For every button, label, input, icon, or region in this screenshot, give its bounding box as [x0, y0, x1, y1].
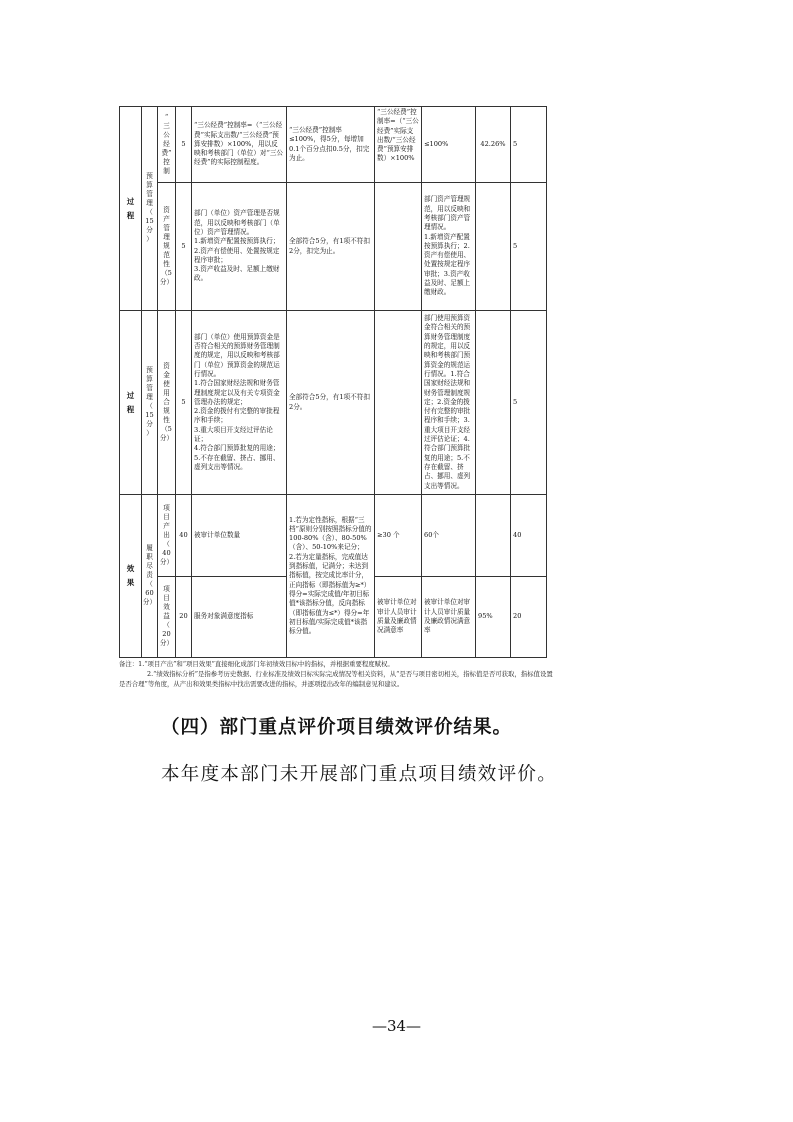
indicator-value-cell: “三公经费”控制率=（“三公经费”实际支出数/“三公经费”预算安排数）×100%: [375, 107, 422, 183]
explanation-cell: “三公经费”控制率=（“三公经费”实际支出数/“三公经费”预算安排数）×100%，用以反映和考核部门（单位）对“三公经费”的实际控制程度。: [192, 107, 287, 183]
actual-cell: 42.26%: [476, 107, 511, 183]
criteria-cell: “三公经费”控制率 ≤100%，得5分，每增加0.1个百分点扣0.5分，扣完为止。: [287, 107, 375, 183]
explanation-cell: 服务对象满意度指标: [192, 577, 287, 658]
target-cell: ≤100%: [422, 107, 476, 183]
table-row: [120, 107, 547, 183]
actual-cell: [476, 183, 511, 311]
actual-cell: [476, 311, 511, 495]
explanation-cell: 部门（单位）使用预算资金是否符合相关的预算财务管理制度的规定，用以反映和考核部门（单位）预算资金的规范运行情况。 1.符合国家财经法规和财务管理制度规定以及有关专项资金管理办法的规定； 2.资金的拨付有完整的审批程序和手续； 3.重大项目开支经过评估论证； 4.符合部门预算批复的用途； 5.不存在截留、挤占、挪用、虚列支出等情况。: [192, 311, 287, 495]
target-cell: 60个: [422, 495, 476, 577]
level3-cell: 资 产 管 理 规 范 性 （5 分）: [158, 183, 176, 311]
criteria-cell: 1.若为定性指标，根据“三档”原则分别按照指标分值的100-80%（含）、80-50%（含）、50-10%来记分； 2.若为定量指标，完成值达到指标值，记满分；未达到指标值，按完成比率计分，正向指标（即指标值为≥*）得分=实际完成值/年初目标值*该指标分值，反向指标（即指标值为≤*）得分=年初目标值/实际完成值*该指标分值。: [287, 495, 375, 658]
indicator-value-cell: [375, 183, 422, 311]
indicator-value-cell: ≥30 个: [375, 495, 422, 577]
section-paragraph: 本年度本部门未开展部门重点项目绩效评价。: [161, 764, 558, 785]
note-line-1: 备注：1.“项目产出”和“项目效果”直接细化成部门年初绩效目标中的指标，并根据重要程度赋权。: [119, 660, 394, 668]
indicator-value-cell: 被审计单位对审计人员审计质量及廉政情况满意率: [375, 577, 422, 658]
got-score-cell: 20: [511, 577, 547, 658]
level1-cell: 过 程: [120, 311, 142, 495]
criteria-cell: 全部符合5分，有1项不符扣2分，扣完为止。: [287, 183, 375, 311]
got-score-cell: 5: [511, 183, 547, 311]
target-cell: 被审计单位对审计人员审计质量及廉政情况满意率: [422, 577, 476, 658]
section-heading: （四）部门重点评价项目绩效评价结果。: [161, 717, 513, 738]
actual-cell: 95%: [476, 577, 511, 658]
note-line-2: 2.“绩效指标分析”是指参考历史数据、行业标准及绩效目标实际完成情况等相关资料，从“是否与项目密切相关，指标值是否可获取，指标值设置: [147, 670, 553, 678]
got-score-cell: 5: [511, 107, 547, 183]
explanation-cell: 被审计单位数量: [192, 495, 287, 577]
actual-cell: [476, 495, 511, 577]
level2-cell: 预 算 管 理 （ 15 分 ）: [142, 311, 158, 495]
target-cell: 部门使用预算资金符合相关的预算财务管理制度的规定，用以反映和考核部门预算资金的规范运行情况。1.符合国家财经法规和财务管理制度规定；2.资金的拨付有完整的审批程序和手续；3.重大项目开支经过评估论证；4.符合部门预算批复的用途；5.不存在截留、挤占、挪用、虚列支出等情况。: [422, 311, 476, 495]
page-number: —34—: [371, 1017, 422, 1035]
target-cell: 部门资产管理规范，用以反映和考核部门资产管理情况。 1.新增资产配置按预算执行；2.资产有偿使用、处置按规定程序审批；3.资产收益及时、足额上缴财政。: [422, 183, 476, 311]
criteria-cell: 全部符合5分，有1项不符扣2分。: [287, 311, 375, 495]
score-cell: 5: [176, 183, 192, 311]
note-line-3: 是否合理”等角度，从产出和效果类指标中找出需要改进的指标，并逐项提出改年的编制意见和建议。: [119, 680, 404, 688]
got-score-cell: 5: [511, 311, 547, 495]
level3-cell: 项 目 效 益 （ 20 分）: [158, 577, 176, 658]
score-cell: 20: [176, 577, 192, 658]
score-cell: 5: [176, 311, 192, 495]
score-cell: 5: [176, 107, 192, 183]
got-score-cell: 40: [511, 495, 547, 577]
performance-evaluation-table: [119, 106, 547, 658]
level2-cell: 预 算 管 理 （ 15 分 ）: [142, 107, 158, 311]
level3-cell: 资 金 使 用 合 规 性 （5 分）: [158, 311, 176, 495]
level2-cell: 履 职 尽 责 （ 60 分）: [142, 495, 158, 658]
table-row: [120, 311, 547, 495]
level1-cell: 效 果: [120, 495, 142, 658]
table-notes: [119, 659, 679, 689]
table-row: [120, 495, 547, 577]
level1-cell: 过 程: [120, 107, 142, 311]
explanation-cell: 部门（单位）资产管理是否规范，用以反映和考核部门（单位）资产管理情况。 1.新增资产配置按预算执行； 2.资产有偿使用、处置按规定程序审批； 3.资产收益及时、足额上缴财政。: [192, 183, 287, 311]
level3-cell: “ 三 公 经 费” 控 制: [158, 107, 176, 183]
table-row: [120, 183, 547, 311]
level3-cell: 项 目 产 出 （ 40 分）: [158, 495, 176, 577]
indicator-value-cell: [375, 311, 422, 495]
score-cell: 40: [176, 495, 192, 577]
